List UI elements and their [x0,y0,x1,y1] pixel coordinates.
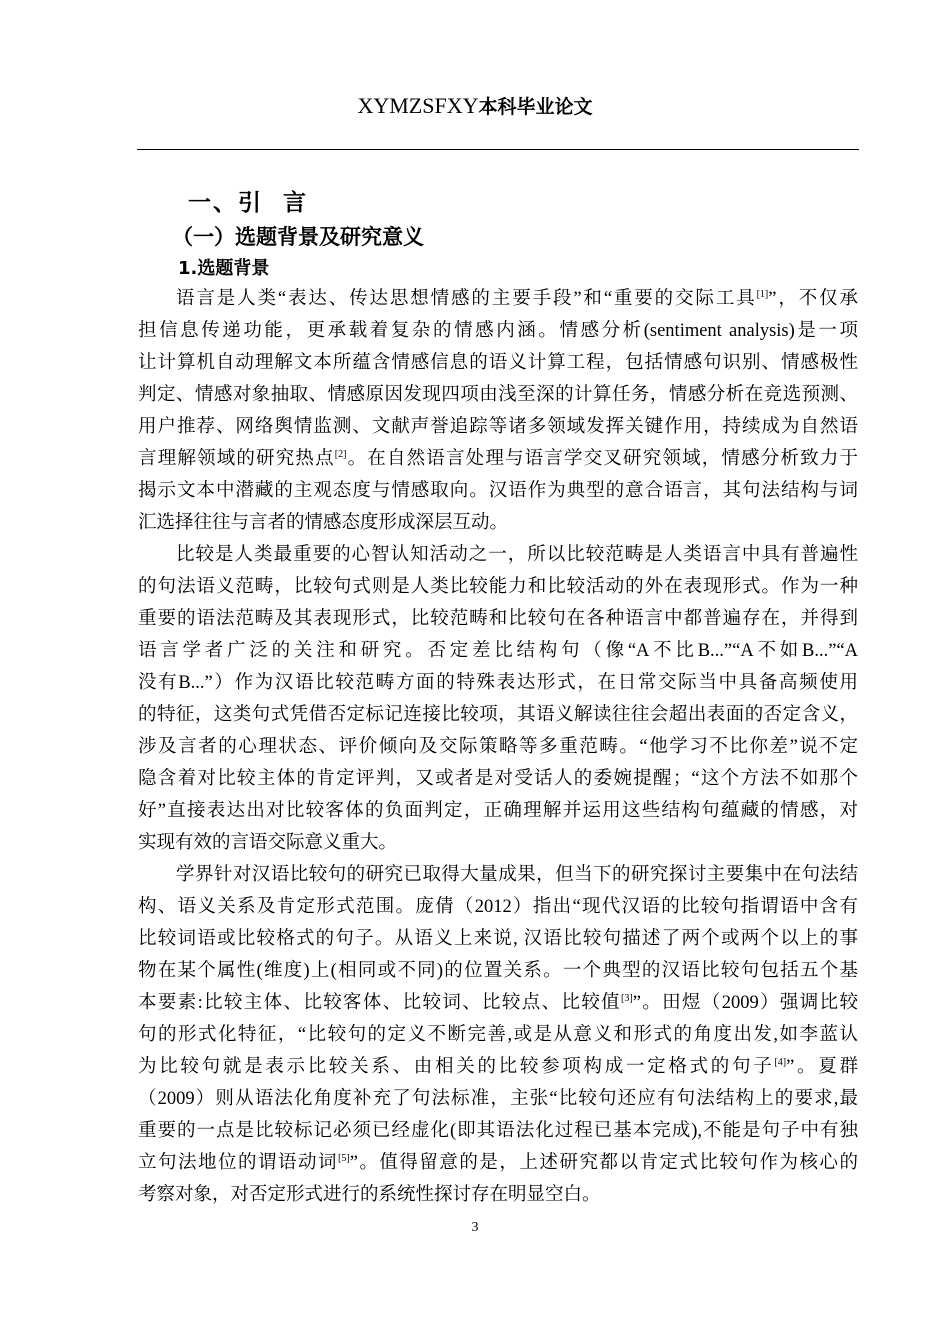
text-line: 重要的语法范畴及其表现形式，比较范畴和比较句在各种语言中都普遍存在，并得到 [138,609,858,629]
text-line: 比较是人类最重要的心智认知活动之一，所以比较范畴是人类语言中具有普遍性 [176,545,858,565]
text-line: 物在某个属性(维度)上(相同或不同)的位置关系。一个典型的汉语比较句包括五个基 [138,961,858,981]
text-line: 考察对象，对否定形式进行的系统性探讨存在明显空白。 [138,1185,601,1205]
text-line: 本要素:比较主体、比较客体、比较词、比较点、比较值[3]”。田煜（2009）强调比较 [138,993,858,1013]
text-line: 担信息传递功能，更承载着复杂的情感内涵。情感分析(sentiment analysis)是一项 [138,321,858,341]
text-line: 语言是人类“表达、传达思想情感的主要手段”和“重要的交际工具[1]”，不仅承 [176,289,859,309]
text-line: 没有B...”）作为汉语比较范畴方面的特殊表达形式，在日常交际当中具备高频使用 [138,673,858,693]
body-text [138,284,858,1212]
text-line: 涉及言者的心理状态、评价倾向及交际策略等多重范畴。“他学习不比你差”说不定 [138,737,858,757]
text-line: 实现有效的言语交际意义重大。 [138,833,398,853]
text-line: 隐含着对比较主体的肯定评判，又或者是对受话人的委婉提醒；“这个方法不如那个 [138,769,858,789]
citation-reference: [5] [338,1153,350,1164]
text-line: 学界针对汉语比较句的研究已取得大量成果，但当下的研究探讨主要集中在句法结 [176,865,858,885]
chapter-heading: 一、引 言 [188,190,309,216]
citation-reference: [1] [756,289,769,300]
text-line: 句的形式化特征，“比较句的定义不断完善,或是从意义和形式的角度出发,如李蓝认 [138,1025,858,1045]
citation-reference: [4] [774,1057,787,1068]
text-line: 揭示文本中潜藏的主观态度与情感取向。汉语作为典型的意合语言，其句法结构与词 [138,481,858,501]
citation-reference: [3] [621,993,633,1004]
text-line: 语言学者广泛的关注和研究。否定差比结构句（像“A不比B...”“A不如B...”“A [138,641,858,661]
header-rule [137,149,859,150]
text-line: 汇选择往往与言者的情感态度形成深层互动。 [138,513,509,533]
text-line: 的句法语义范畴，比较句式则是人类比较能力和比较活动的外在表现形式。作为一种 [138,577,858,597]
text-line: （2009）则从语法化角度补充了句法标准，主张“比较句还应有句法结构上的要求,最 [138,1089,858,1109]
paragraph [138,284,858,540]
text-line: 好”直接表达出对比较客体的负面判定，正确理解并运用这些结构句蕴藏的情感，对 [138,801,858,821]
text-line: 言理解领域的研究热点[2]。在自然语言处理与语言学交叉研究领域，情感分析致力于 [138,449,858,469]
text-line: 用户推荐、网络舆情监测、文献声誉追踪等诸多领域发挥关键作用，持续成为自然语 [138,417,858,437]
text-line: 让计算机自动理解文本所蕴含情感信息的语义计算工程，包括情感句识别、情感极性 [138,353,858,373]
text-line: 构、语义关系及肯定形式范围。庞倩（2012）指出“现代汉语的比较句指谓语中含有 [138,897,858,917]
text-line: 比较词语或比较格式的句子。从语义上来说, 汉语比较句描述了两个或两个以上的事 [138,929,858,949]
paragraph [138,540,858,860]
citation-reference: [2] [334,449,347,460]
text-line: 的特征，这类句式凭借否定标记连接比较项，其语义解读往往会超出表面的否定含义， [138,705,858,725]
text-line: 重要的一点是比较标记必须已经虚化(即其语法化过程已基本完成),不能是句子中有独 [138,1121,858,1141]
text-line: 立句法地位的谓语动词[5]”。值得留意的是，上述研究都以肯定式比较句作为核心的 [138,1153,858,1173]
text-line: 为比较句就是表示比较关系、由相关的比较参项构成一定格式的句子[4]”。夏群 [138,1057,858,1077]
header-title-cn: 本科毕业论文 [478,96,593,118]
document-header [0,92,950,119]
page-number: 3 [471,1220,479,1235]
section-heading: （一）选题背景及研究意义 [172,225,424,249]
paragraph [138,860,858,1212]
header-title-latin: XYMZSFXY [357,93,479,118]
subsection-heading: 1.选题背景 [178,258,270,279]
text-line: 判定、情感对象抽取、情感原因发现四项由浅至深的计算任务，情感分析在竞选预测、 [138,385,858,405]
